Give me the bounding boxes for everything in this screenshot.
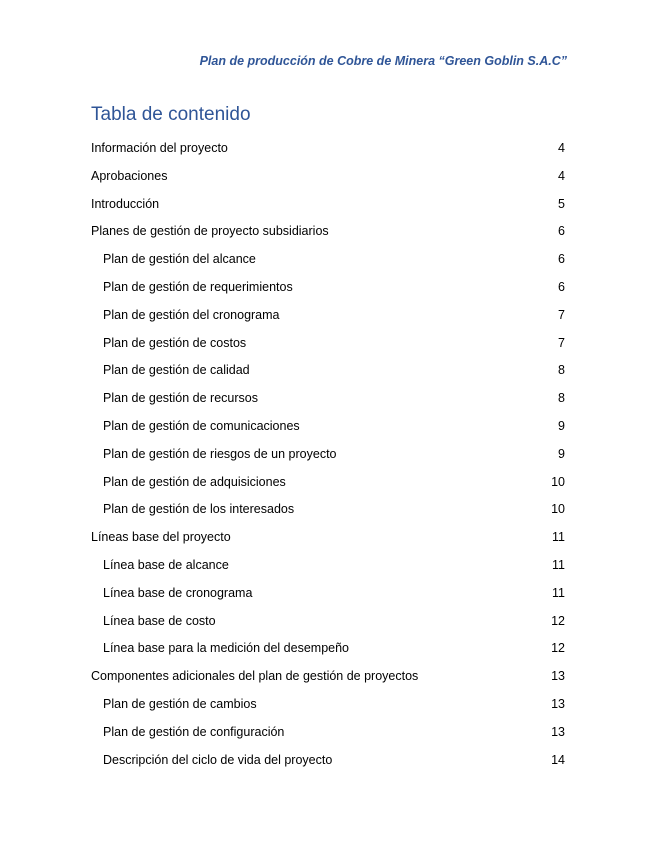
table-of-contents (91, 135, 565, 774)
toc-entry[interactable] (91, 218, 565, 246)
toc-entry-page-number[interactable]: 6 (558, 279, 565, 294)
toc-entry-label[interactable]: Introducción (91, 196, 160, 211)
toc-entry-page-number[interactable]: 11 (552, 530, 565, 545)
toc-entry-label[interactable]: Línea base de cronograma (103, 585, 253, 600)
toc-entry-page-number[interactable]: 12 (551, 613, 565, 628)
running-header: Plan de producción de Cobre de Minera “Green Goblin S.A.C” (199, 54, 567, 68)
toc-entry[interactable] (91, 246, 565, 274)
toc-entry[interactable] (91, 524, 565, 552)
toc-entry-label[interactable]: Plan de gestión de los interesados (103, 502, 295, 517)
toc-entry[interactable] (91, 135, 565, 163)
toc-entry[interactable] (91, 163, 565, 191)
toc-entry[interactable] (91, 719, 565, 747)
toc-entry[interactable] (91, 496, 565, 524)
toc-entry-label[interactable]: Plan de gestión de recursos (103, 391, 258, 406)
toc-entry-page-number[interactable]: 9 (558, 446, 565, 461)
toc-entry-label[interactable]: Plan de gestión de cambios (103, 696, 257, 711)
toc-entry-label[interactable]: Plan de gestión del alcance (103, 252, 256, 267)
toc-entry[interactable] (91, 357, 565, 385)
toc-entry-label[interactable]: Plan de gestión del cronograma (103, 307, 280, 322)
toc-entry-page-number[interactable]: 9 (558, 418, 565, 433)
toc-entry-label[interactable]: Componentes adicionales del plan de gestión de proyectos (91, 669, 419, 684)
toc-entry-page-number[interactable]: 10 (551, 474, 565, 489)
toc-entry-label[interactable]: Plan de gestión de requerimientos (103, 279, 293, 294)
toc-entry-label[interactable]: Aprobaciones (91, 168, 168, 183)
toc-entry[interactable] (91, 191, 565, 219)
toc-entry-label[interactable]: Líneas base del proyecto (91, 530, 231, 545)
toc-entry[interactable] (91, 663, 565, 691)
toc-entry-page-number[interactable]: 7 (558, 307, 565, 322)
toc-entry[interactable] (91, 385, 565, 413)
toc-entry-label[interactable]: Plan de gestión de calidad (103, 363, 250, 378)
toc-entry[interactable] (91, 330, 565, 358)
toc-entry-label[interactable]: Plan de gestión de costos (103, 335, 247, 350)
toc-entry[interactable] (91, 747, 565, 775)
toc-entry[interactable] (91, 608, 565, 636)
toc-entry-page-number[interactable]: 4 (558, 168, 565, 183)
toc-entry-page-number[interactable]: 8 (558, 363, 565, 378)
toc-entry-page-number[interactable]: 13 (551, 669, 565, 684)
toc-entry[interactable] (91, 302, 565, 330)
toc-entry-label[interactable]: Planes de gestión de proyecto subsidiarios (91, 224, 329, 239)
toc-entry-page-number[interactable]: 10 (551, 502, 565, 517)
toc-entry[interactable] (91, 691, 565, 719)
toc-entry-label[interactable]: Información del proyecto (91, 141, 228, 155)
toc-entry-label[interactable]: Línea base para la medición del desempeño (103, 641, 350, 656)
toc-entry-page-number[interactable]: 6 (558, 252, 565, 267)
toc-entry-page-number[interactable]: 13 (551, 724, 565, 739)
toc-entry[interactable] (91, 274, 565, 302)
toc-entry-label[interactable]: Plan de gestión de comunicaciones (103, 418, 300, 433)
toc-entry-label[interactable]: Plan de gestión de configuración (103, 724, 285, 739)
toc-entry-page-number[interactable]: 13 (551, 696, 565, 711)
toc-entry-page-number[interactable]: 6 (558, 224, 565, 239)
toc-entry-page-number[interactable]: 8 (558, 391, 565, 406)
toc-entry[interactable] (91, 441, 565, 469)
toc-entry-page-number[interactable]: 5 (558, 196, 565, 211)
toc-entry-label[interactable]: Descripción del ciclo de vida del proyecto (103, 752, 333, 767)
toc-entry-label[interactable]: Línea base de alcance (103, 557, 229, 572)
toc-entry-page-number[interactable]: 11 (552, 557, 565, 572)
toc-entry-page-number[interactable]: 4 (558, 141, 565, 155)
toc-entry-page-number[interactable]: 14 (551, 752, 565, 767)
toc-entry-label[interactable]: Plan de gestión de riesgos de un proyecto (103, 446, 337, 461)
toc-entry[interactable] (91, 469, 565, 497)
toc-entry[interactable] (91, 552, 565, 580)
toc-entry[interactable] (91, 413, 565, 441)
toc-entry-label[interactable]: Línea base de costo (103, 613, 216, 628)
toc-entry-page-number[interactable]: 11 (552, 585, 565, 600)
toc-entry-page-number[interactable]: 12 (551, 641, 565, 656)
toc-entry[interactable] (91, 635, 565, 663)
toc-entry-page-number[interactable]: 7 (558, 335, 565, 350)
toc-entry[interactable] (91, 580, 565, 608)
toc-title: Tabla de contenido (91, 104, 251, 125)
toc-entry-label[interactable]: Plan de gestión de adquisiciones (103, 474, 286, 489)
